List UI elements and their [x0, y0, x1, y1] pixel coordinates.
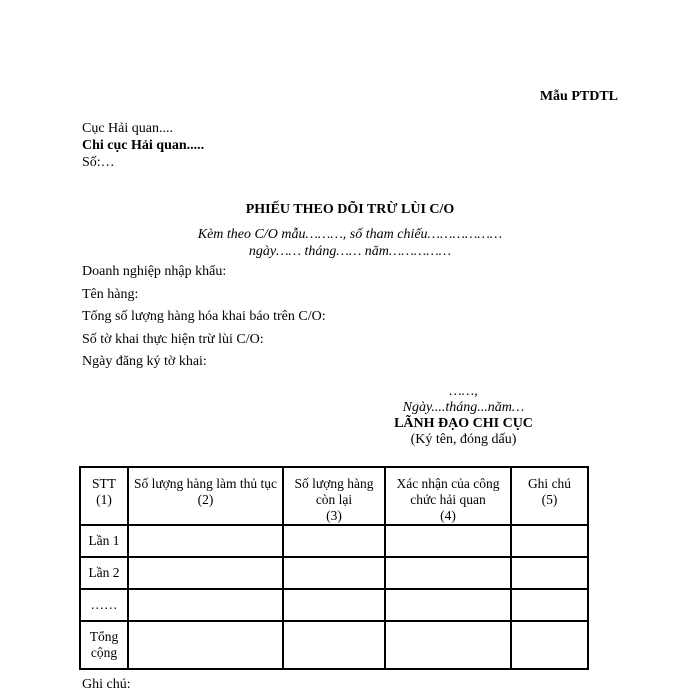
row-label: Lần 1: [80, 525, 128, 557]
table-cell[interactable]: [283, 589, 385, 621]
table-cell[interactable]: [385, 525, 511, 557]
table-row: [80, 525, 588, 557]
customs-branch: Chi cục Hải quan.....: [82, 138, 205, 153]
table-cell[interactable]: [385, 557, 511, 589]
table-row: [80, 557, 588, 589]
header-notes: Ghi chú (5): [511, 467, 588, 525]
table-header-row: [80, 467, 588, 525]
signature-title: LÃNH ĐẠO CHI CỤC: [394, 416, 533, 431]
field-registration-date: Ngày đăng ký tờ khai:: [82, 354, 207, 369]
field-importer: Doanh nghiệp nhập khẩu:: [82, 264, 227, 279]
table-cell[interactable]: [511, 621, 588, 669]
table-cell[interactable]: [128, 557, 283, 589]
header-officer-confirmation: Xác nhận của công chức hải quan (4): [385, 467, 511, 525]
signature-block: [387, 384, 540, 448]
row-label: Lần 2: [80, 557, 128, 589]
table-cell[interactable]: [128, 589, 283, 621]
row-label: ……: [80, 589, 128, 621]
footer-note: Ghi chú:: [82, 677, 131, 692]
header-quantity-remaining: Số lượng hàng còn lại (3): [283, 467, 385, 525]
document-number: Số:…: [82, 155, 115, 170]
signature-date: ……, Ngày....tháng...năm…: [402, 384, 525, 415]
agency-block: [82, 120, 204, 171]
header-stt: STT (1): [80, 467, 128, 525]
field-goods-name: Tên hàng:: [82, 286, 139, 302]
header-quantity-processed: Số lượng hàng làm thủ tục (2): [128, 467, 283, 525]
table-row: [80, 589, 588, 621]
subtitle-line-1: Kèm theo C/O mẫu………, số tham chiếu………………: [197, 227, 503, 242]
subtitle-line-2: ngày…… tháng…… năm……………: [248, 244, 452, 259]
table-cell[interactable]: [511, 557, 588, 589]
info-fields: [82, 264, 326, 377]
table-cell[interactable]: [283, 621, 385, 669]
form-code: Mẫu PTDTL: [539, 89, 618, 104]
field-declaration-number: Số tờ khai thực hiện trừ lùi C/O:: [82, 331, 264, 347]
table-cell[interactable]: [283, 525, 385, 557]
table-cell[interactable]: [385, 621, 511, 669]
table-row-total: [80, 621, 588, 669]
table-cell[interactable]: [128, 525, 283, 557]
field-total-quantity: Tổng số lượng hàng hóa khai báo trên C/O:: [82, 309, 326, 324]
tracking-table: [79, 466, 589, 670]
table-cell[interactable]: [385, 589, 511, 621]
document-title: PHIẾU THEO DÕI TRỪ LÙI C/O: [245, 202, 455, 217]
table-cell[interactable]: [511, 589, 588, 621]
customs-department: Cục Hải quan....: [82, 121, 173, 136]
table-cell[interactable]: [128, 621, 283, 669]
document-subtitle: [0, 226, 700, 260]
signature-note: (Ký tên, đóng dấu): [410, 432, 517, 447]
row-label-total: Tổng cộng: [80, 621, 128, 669]
table-cell[interactable]: [511, 525, 588, 557]
table-cell[interactable]: [283, 557, 385, 589]
